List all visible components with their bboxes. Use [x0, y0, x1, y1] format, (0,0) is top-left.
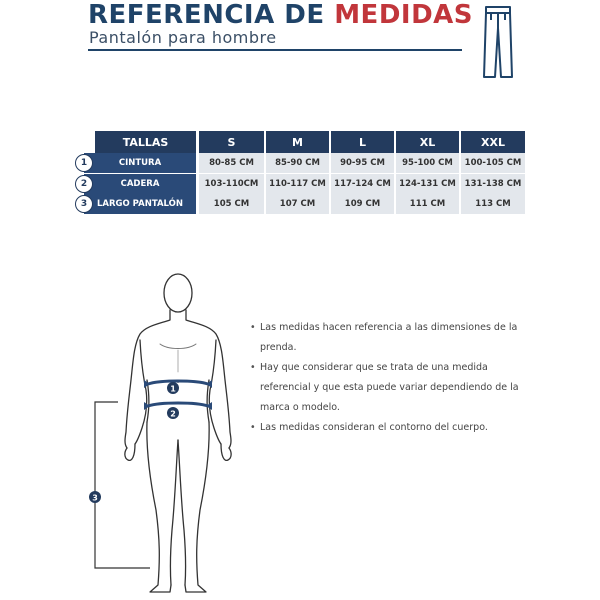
table-cell: 124-131 CM [396, 174, 459, 194]
page-title [88, 0, 473, 30]
marker-1 [167, 382, 179, 394]
pants-icon [478, 4, 518, 80]
table-header-label: TALLAS [95, 131, 196, 154]
hip-measure [144, 402, 212, 410]
marker-2 [167, 407, 179, 419]
size-header-m: M [266, 131, 329, 154]
length-bracket [89, 402, 150, 568]
note-item: • Las medidas hacen referencia a las dimensiones de la prenda. [250, 318, 530, 358]
body-figure [60, 262, 260, 600]
marker-3-label: 3 [92, 493, 98, 503]
notes-list [250, 318, 530, 438]
table-cell: 131-138 CM [461, 174, 525, 194]
table-cell: 110-117 CM [266, 174, 329, 194]
note-item: • Las medidas consideran el contorno del cuerpo. [250, 418, 530, 438]
table-cell: 103-110CM [199, 174, 264, 194]
table-cell: 85-90 CM [266, 153, 329, 173]
row-number-1: 1 [75, 154, 93, 172]
table-cell: 117-124 CM [331, 174, 394, 194]
table-cell: 90-95 CM [331, 153, 394, 173]
title-divider [88, 49, 462, 51]
size-header-l: L [331, 131, 394, 154]
marker-1-label: 1 [170, 384, 176, 394]
row-label-cintura: CINTURA [84, 153, 196, 173]
row-label-largo-pantalon: LARGO PANTALÓN [84, 194, 196, 214]
note-item: • Hay que considerar que se trata de una medida referencial y que esta puede variar dependiendo de la marca o modelo. [250, 358, 530, 418]
table-cell: 111 CM [396, 194, 459, 214]
table-cell: 100-105 CM [461, 153, 525, 173]
row-number-2: 2 [75, 175, 93, 193]
row-label-cadera: CADERA [84, 174, 196, 194]
page-subtitle: Pantalón para hombre [89, 28, 277, 47]
table-cell: 80-85 CM [199, 153, 264, 173]
table-cell: 105 CM [199, 194, 264, 214]
size-header-xl: XL [396, 131, 459, 154]
table-cell: 113 CM [461, 194, 525, 214]
size-header-s: S [199, 131, 264, 154]
title-part-2: MEDIDAS [334, 0, 474, 30]
title-part-1: REFERENCIA DE [88, 0, 325, 30]
row-number-3: 3 [75, 195, 93, 213]
table-cell: 107 CM [266, 194, 329, 214]
table-cell: 95-100 CM [396, 153, 459, 173]
marker-2-label: 2 [170, 409, 176, 419]
size-header-xxl: XXL [461, 131, 525, 154]
table-cell: 109 CM [331, 194, 394, 214]
